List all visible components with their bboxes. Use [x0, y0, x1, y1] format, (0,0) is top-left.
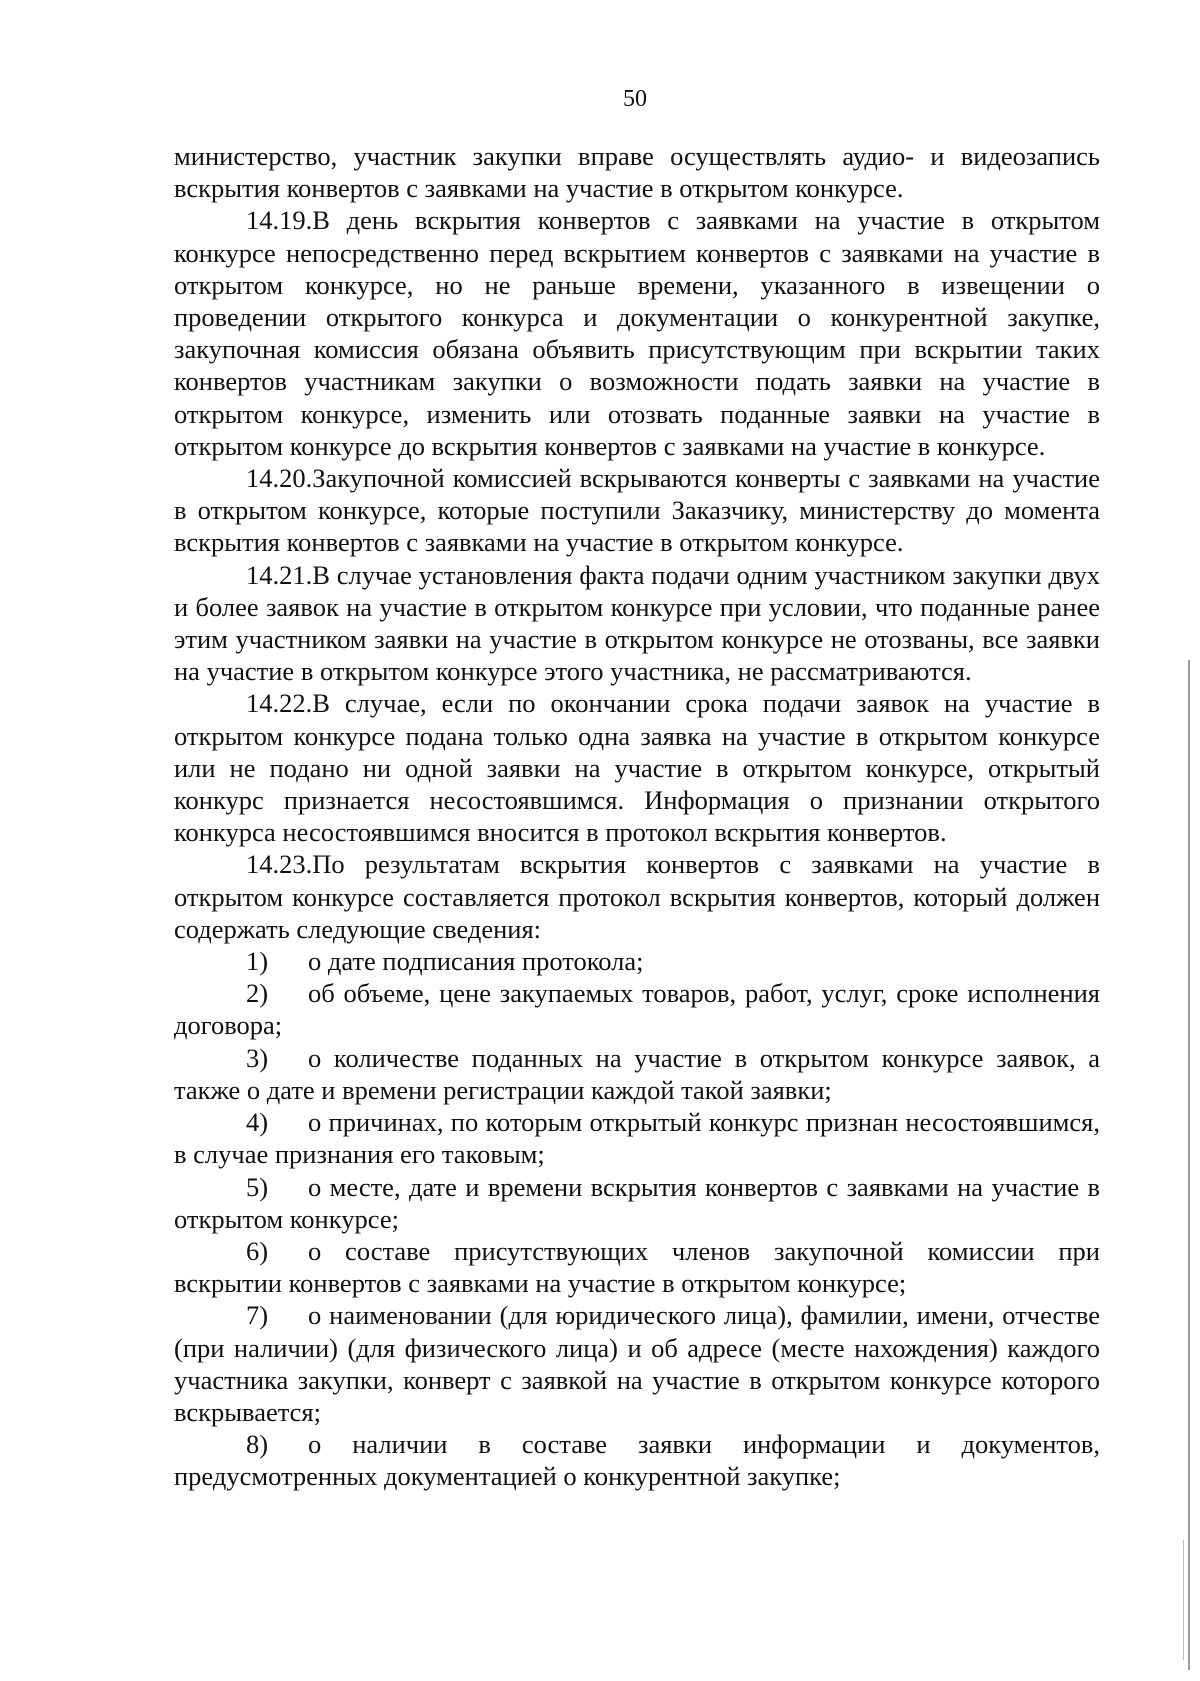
list-item-text: о дате подписания протокола; [308, 946, 644, 977]
list-item-number: 3) [246, 1042, 269, 1073]
list-item-text: о составе присутствующих членов закупочной комиссии при вскрытии конвертов с заявками на участие в открытом конкурсе; [174, 1235, 1100, 1299]
list-item-number: 5) [246, 1171, 269, 1202]
paragraph-14-19: 14.19.В день вскрытия конвертов с заявками на участие в открытом конкурсе непосредственно перед вскрытием конвертов с заявками на участие в открытом конкурсе, но не раньше времени, указанного в извещении о проведении открытого конкурса и документации о конкурентной закупке, закупочная комиссия обязана объявить присутствующим при вскрытии таких конвертов участникам закупки о возможности подать заявки на участие в открытом конкурсе, изменить или отозвать поданные заявки на участие в открытом конкурсе до вскрытия конвертов с заявками на участие в конкурсе. [174, 205, 1100, 461]
list-item [174, 1428, 1100, 1492]
list-item [174, 1171, 1100, 1235]
list-item-number: 1) [246, 946, 269, 977]
list-item [174, 1106, 1100, 1170]
list-item-text: о месте, дате и времени вскрытия конвертов с заявками на участие в открытом конкурсе; [174, 1171, 1100, 1234]
scan-edge-line [1183, 1540, 1184, 1660]
list-item-number: 2) [246, 978, 269, 1009]
list-item-text: о наименовании (для юридического лица), фамилии, имени, отчестве (при наличии) (для физического лица) и об адресе (месте нахождения) каждого участника закупки, конверт с заявкой на участие в открытом конкурсе которого вскрывается; [174, 1300, 1100, 1427]
list-item-number: 4) [246, 1107, 269, 1138]
scan-edge-line [1188, 660, 1190, 1670]
document-body [174, 140, 1100, 1493]
list-item-text: о количестве поданных на участие в открытом конкурсе заявок, а также о дате и времени регистрации каждой такой заявки; [174, 1042, 1100, 1105]
paragraph-14-23: 14.23.По результатам вскрытия конвертов с заявками на участие в открытом конкурсе составляется протокол вскрытия конвертов, который должен содержать следующие сведения: [174, 849, 1100, 944]
list-item-number: 7) [246, 1300, 269, 1331]
paragraph-14-20: 14.20.Закупочной комиссией вскрываются конверты с заявками на участие в открытом конкурсе, которые поступили Заказчику, министерству до момента вскрытия конвертов с заявками на участие в открытом конкурсе. [174, 463, 1100, 558]
list-item-text: о причинах, по которым открытый конкурс признан несостоявшимся, в случае признания его таковым; [174, 1107, 1100, 1170]
list-item-text: об объеме, цене закупаемых товаров, работ, услуг, сроке исполнения договора; [174, 978, 1100, 1041]
list-item [174, 945, 1100, 977]
list-item [174, 1042, 1100, 1106]
list-item [174, 1235, 1100, 1299]
protocol-requirements-list [174, 945, 1100, 1492]
list-item [174, 1299, 1100, 1428]
list-item [174, 977, 1100, 1041]
paragraph-14-22: 14.22.В случае, если по окончании срока подачи заявок на участие в открытом конкурсе подана только одна заявка на участие в открытом конкурсе или не подано ни одной заявки на участие в открытом конкурсе, открытый конкурс признается несостоявшимся. Информация о признании открытого конкурса несостоявшимся вносится в протокол вскрытия конвертов. [174, 688, 1100, 848]
list-item-number: 6) [246, 1235, 269, 1266]
list-item-text: о наличии в составе заявки информации и документов, предусмотренных документацией о конкурентной закупке; [174, 1429, 1100, 1492]
paragraph-continuation: министерство, участник закупки вправе осуществлять аудио- и видеозапись вскрытия конвертов с заявками на участие в открытом конкурсе. [174, 141, 1100, 204]
page-number: 50 [623, 86, 647, 112]
paragraph-14-21: 14.21.В случае установления факта подачи одним участником закупки двух и более заявок на участие в открытом конкурсе при условии, что поданные ранее этим участником заявки на участие в открытом конкурсе не отозваны, все заявки на участие в открытом конкурсе этого участника, не рассматриваются. [174, 559, 1100, 687]
list-item-number: 8) [246, 1429, 269, 1460]
